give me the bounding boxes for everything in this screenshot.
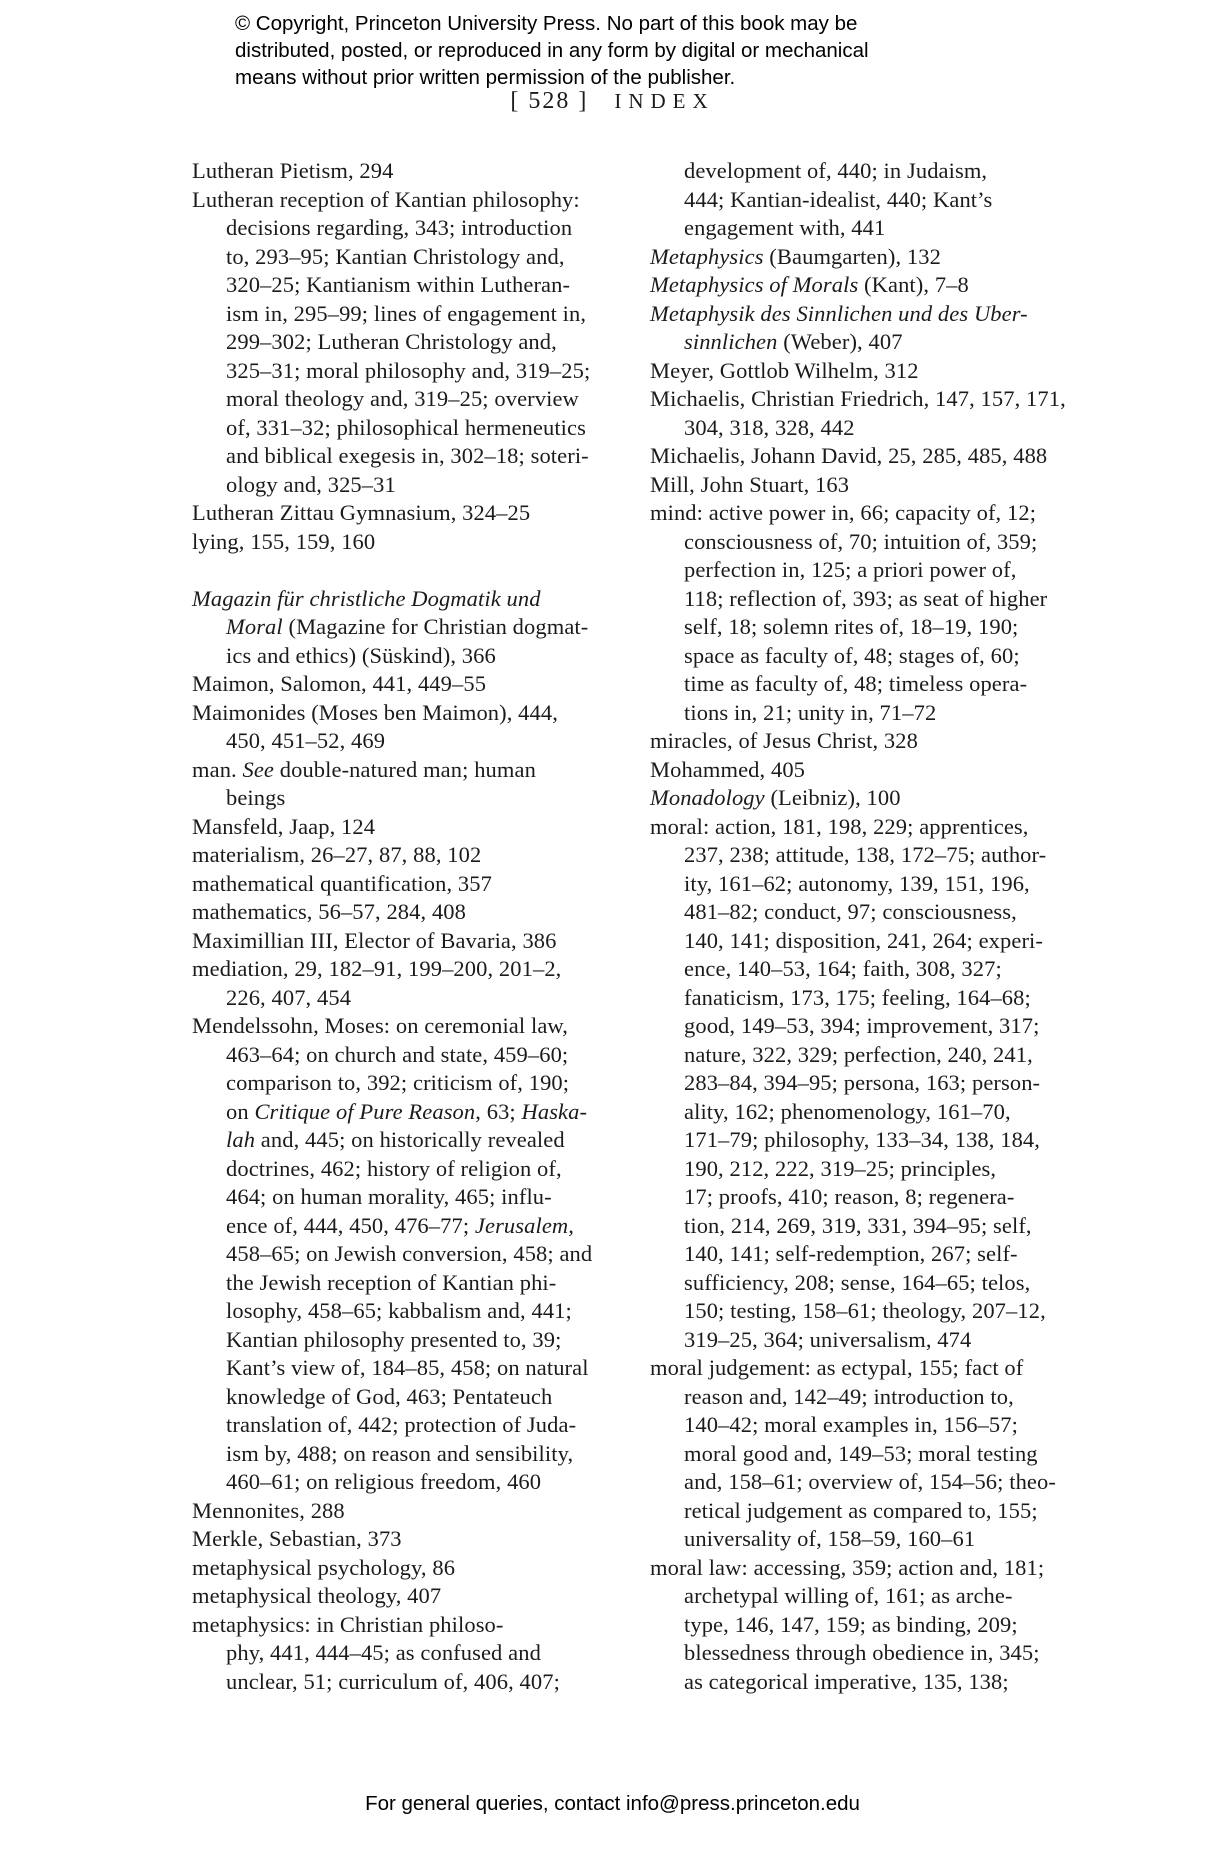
index-line	[192, 1041, 632, 1070]
index-line	[192, 357, 632, 386]
index-line	[192, 1183, 632, 1212]
text: Maximillian III, Elector of Bavaria, 386	[192, 927, 557, 953]
index-line	[650, 528, 1120, 557]
index-line	[192, 1098, 632, 1127]
index-line	[192, 585, 632, 614]
text: 481–82; conduct, 97; consciousness,	[684, 899, 1017, 924]
text: 463–64; on church and state, 459–60;	[226, 1041, 569, 1067]
index-entry	[650, 357, 1120, 386]
text: 140, 141; self-redemption, 267; self-	[684, 1241, 1018, 1266]
index-entry	[192, 670, 632, 699]
text: ence, 140–53, 164; faith, 308, 327;	[684, 956, 1002, 981]
text: 450, 451–52, 469	[226, 728, 386, 753]
index-entry	[650, 499, 1120, 727]
index-entry	[192, 756, 632, 813]
index-line	[650, 1468, 1120, 1497]
text: Maimon, Salomon, 441, 449–55	[192, 671, 487, 696]
index-entry	[650, 385, 1120, 442]
text: (Baumgarten), 132	[763, 243, 941, 269]
text: nature, 322, 329; perfection, 240, 241,	[684, 1041, 1033, 1067]
text: 140, 141; disposition, 241, 264; experi-	[684, 927, 1043, 953]
text: mathematical quantification, 357	[192, 870, 492, 896]
text: man.	[192, 756, 243, 782]
index-line	[192, 727, 632, 756]
text: mathematics, 56–57, 284, 408	[192, 899, 467, 924]
index-line	[192, 1668, 632, 1697]
text: ism by, 488; on reason and sensibility,	[226, 1440, 574, 1466]
index-line	[650, 357, 1120, 386]
text: translation of, 442; protection of Juda-	[226, 1412, 577, 1437]
text: to, 293–95; Kantian Christology and,	[226, 243, 565, 269]
index-line	[650, 1639, 1120, 1668]
index-line	[192, 984, 632, 1013]
text: Meyer, Gottlob Wilhelm, 312	[650, 357, 919, 383]
text: fanaticism, 173, 175; feeling, 164–68;	[684, 984, 1031, 1010]
italic-text: lah	[226, 1127, 256, 1152]
column-left	[192, 157, 632, 1696]
index-entry	[192, 870, 632, 899]
italic-text: Metaphysik des Sinnlichen und des Uber-	[650, 300, 1028, 326]
index-line	[650, 1354, 1120, 1383]
text: 226, 407, 454	[226, 984, 352, 1010]
text: on	[226, 1098, 255, 1124]
text: ism in, 295–99; lines of engagement in,	[226, 300, 587, 326]
index-line	[650, 243, 1120, 272]
index-line	[650, 1611, 1120, 1640]
text: knowledge of God, 463; Pentateuch	[226, 1383, 553, 1409]
text: 140–42; moral examples in, 156–57;	[684, 1412, 1018, 1437]
index-line	[192, 898, 632, 927]
italic-text: Monadology	[650, 785, 765, 810]
index-entry	[192, 1525, 632, 1554]
index-line	[192, 1383, 632, 1412]
index-line	[650, 271, 1120, 300]
index-line	[192, 243, 632, 272]
index-line	[650, 1098, 1120, 1127]
text: phy, 441, 444–45; as confused and	[226, 1640, 541, 1665]
copyright-line: © Copyright, Princeton University Press. No part of this book may be	[235, 12, 858, 35]
text: Mohammed, 405	[650, 756, 806, 782]
index-line	[650, 642, 1120, 671]
text: 444; Kantian-idealist, 440; Kant’s	[684, 186, 993, 212]
index-line	[192, 670, 632, 699]
index-line	[650, 1383, 1120, 1412]
index-line	[650, 214, 1120, 243]
index-line	[650, 670, 1120, 699]
index-line	[650, 556, 1120, 585]
index-line	[192, 1354, 632, 1383]
text: retical judgement as compared to, 155;	[684, 1497, 1038, 1523]
text: 320–25; Kantianism within Lutheran-	[226, 272, 571, 297]
text: Maimonides (Moses ben Maimon), 444,	[192, 699, 558, 725]
index-line	[192, 1155, 632, 1184]
index-entry	[650, 1354, 1120, 1554]
text: 304, 318, 328, 442	[684, 414, 855, 440]
index-entry	[650, 157, 1120, 243]
text: Michaelis, Christian Friedrich, 147, 157, 171,	[650, 386, 1066, 411]
text: Mill, John Stuart, 163	[650, 471, 850, 497]
text: 237, 238; attitude, 138, 172–75; author-	[684, 842, 1047, 867]
text: 150; testing, 158–61; theology, 207–12,	[684, 1298, 1046, 1323]
index-line	[192, 1012, 632, 1041]
index-line	[650, 385, 1120, 414]
text: Lutheran Zittau Gymnasium, 324–25	[192, 500, 531, 525]
index-line	[192, 499, 632, 528]
text: Mennonites, 288	[192, 1497, 345, 1523]
index-entry	[192, 1497, 632, 1526]
index-line	[650, 1440, 1120, 1469]
index-line	[650, 414, 1120, 443]
index-entry	[192, 157, 632, 186]
text: 118; reflection of, 393; as seat of higher	[684, 585, 1048, 611]
index-line	[192, 328, 632, 357]
text: decisions regarding, 343; introduction	[226, 215, 573, 240]
index-line	[650, 471, 1120, 500]
text: (Magazine for Christian dogmat-	[282, 614, 589, 639]
index-line	[192, 756, 632, 785]
index-line	[192, 1069, 632, 1098]
index-line	[192, 1326, 632, 1355]
text: (Leibniz), 100	[764, 785, 901, 810]
page-title: INDEX	[614, 89, 715, 113]
index-entry	[192, 841, 632, 870]
text: the Jewish reception of Kantian phi-	[226, 1269, 557, 1295]
text: tions in, 21; unity in, 71–72	[684, 699, 937, 725]
index-line	[192, 642, 632, 671]
index-line	[192, 927, 632, 956]
index-line	[650, 1525, 1120, 1554]
text: blessedness through obedience in, 345;	[684, 1640, 1040, 1665]
index-line	[650, 157, 1120, 186]
italic-text: Critique of Pure Reason	[254, 1098, 476, 1124]
index-line	[192, 471, 632, 500]
index-line	[192, 955, 632, 984]
index-line	[192, 414, 632, 443]
index-line	[192, 1554, 632, 1583]
index-entry	[192, 1012, 632, 1497]
text: moral theology and, 319–25; overview	[226, 386, 579, 411]
page-number: [ 528 ]	[510, 88, 589, 114]
index-line	[650, 813, 1120, 842]
text: Merkle, Sebastian, 373	[192, 1526, 402, 1551]
index-line	[650, 870, 1120, 899]
text: Lutheran Pietism, 294	[192, 158, 394, 183]
text: doctrines, 462; history of religion of,	[226, 1155, 562, 1181]
index-line	[192, 784, 632, 813]
text: 17; proofs, 410; reason, 8; regenera-	[684, 1184, 1015, 1209]
index-line	[650, 927, 1120, 956]
text: time as faculty of, 48; timeless opera-	[684, 671, 1028, 696]
index-entry	[650, 300, 1120, 357]
index-entry	[650, 756, 1120, 785]
index-line	[650, 328, 1120, 357]
text: Kant’s view of, 184–85, 458; on natural	[226, 1355, 589, 1380]
text: (Weber), 407	[777, 329, 903, 354]
text: comparison to, 392; criticism of, 190;	[226, 1070, 570, 1095]
text: tion, 214, 269, 319, 331, 394–95; self,	[684, 1212, 1032, 1238]
index-line	[650, 1411, 1120, 1440]
index-line	[192, 186, 632, 215]
text: , 63;	[475, 1098, 522, 1124]
index-line	[650, 1297, 1120, 1326]
index-line	[192, 157, 632, 186]
index-entry	[650, 784, 1120, 813]
index-line	[650, 1668, 1120, 1697]
index-line	[650, 300, 1120, 329]
index-entry	[192, 1554, 632, 1583]
italic-text: sinnlichen	[684, 329, 778, 354]
index-line	[650, 186, 1120, 215]
index-line	[192, 300, 632, 329]
index-line	[650, 499, 1120, 528]
index-line	[650, 699, 1120, 728]
index-entry	[650, 727, 1120, 756]
index-line	[650, 1326, 1120, 1355]
text: 319–25, 364; universalism, 474	[684, 1326, 972, 1352]
italic-text: Haska-	[521, 1098, 588, 1124]
index-line	[192, 1411, 632, 1440]
index-entry	[650, 442, 1120, 471]
index-line	[650, 1041, 1120, 1070]
index-line	[192, 528, 632, 557]
text: perfection in, 125; a priori power of,	[684, 557, 1017, 582]
text: 464; on human morality, 465; influ-	[226, 1184, 552, 1209]
index-entry	[650, 243, 1120, 272]
index-line	[650, 955, 1120, 984]
copyright-line: means without prior written permission of the publisher.	[235, 66, 736, 89]
text: and biblical exegesis in, 302–18; soteri-	[226, 443, 589, 468]
text: sufficiency, 208; sense, 164–65; telos,	[684, 1269, 1031, 1295]
index-line	[192, 870, 632, 899]
text: ity, 161–62; autonomy, 139, 151, 196,	[684, 870, 1030, 896]
index-line	[192, 442, 632, 471]
italic-text: Jerusalem,	[474, 1212, 575, 1238]
text: 299–302; Lutheran Christology and,	[226, 329, 557, 354]
index-entry	[192, 528, 632, 557]
text: mind: active power in, 66; capacity of, 12;	[650, 500, 1037, 525]
index-line	[650, 1497, 1120, 1526]
text: Mansfeld, Jaap, 124	[192, 813, 376, 839]
text: (Kant), 7–8	[858, 272, 969, 297]
index-line	[192, 1611, 632, 1640]
index-line	[192, 1240, 632, 1269]
index-line	[192, 1440, 632, 1469]
index-line	[650, 1212, 1120, 1241]
footer-contact: For general queries, contact info@press.princeton.edu	[365, 1792, 860, 1815]
index-line	[650, 442, 1120, 471]
index-entry	[650, 271, 1120, 300]
index-line	[650, 1069, 1120, 1098]
copyright-line: distributed, posted, or reproduced in any form by digital or mechanical	[235, 39, 869, 62]
text: 325–31; moral philosophy and, 319–25;	[226, 357, 591, 383]
text: reason and, 142–49; introduction to,	[684, 1383, 1014, 1409]
index-entry	[192, 1611, 632, 1697]
text: development of, 440; in Judaism,	[684, 158, 988, 183]
text: metaphysical theology, 407	[192, 1583, 442, 1608]
text: moral: action, 181, 198, 229; apprentices,	[650, 813, 1029, 839]
index-line	[650, 727, 1120, 756]
index-entry	[192, 699, 632, 756]
index-entry	[192, 499, 632, 528]
text: unclear, 51; curriculum of, 406, 407;	[226, 1668, 560, 1694]
italic-text: Metaphysics	[650, 243, 764, 269]
text: metaphysics: in Christian philoso-	[192, 1611, 504, 1637]
index-line	[650, 1155, 1120, 1184]
text: metaphysical psychology, 86	[192, 1554, 456, 1580]
text: Michaelis, Johann David, 25, 285, 485, 488	[650, 443, 1048, 468]
text: universality of, 158–59, 160–61	[684, 1526, 976, 1551]
text: self, 18; solemn rites of, 18–19, 190;	[684, 614, 1019, 639]
text: Kantian philosophy presented to, 39;	[226, 1326, 562, 1352]
index-line	[650, 585, 1120, 614]
index-line	[192, 214, 632, 243]
entry-gap	[192, 556, 632, 585]
italic-text: Magazin für christliche Dogmatik und	[192, 585, 541, 611]
text: moral good and, 149–53; moral testing	[684, 1440, 1038, 1466]
index-line	[192, 1126, 632, 1155]
index-line	[650, 784, 1120, 813]
index-line	[650, 898, 1120, 927]
index-line	[192, 1497, 632, 1526]
index-entry	[192, 1582, 632, 1611]
text: Lutheran reception of Kantian philosophy:	[192, 186, 580, 212]
italic-text: Metaphysics of Morals	[650, 272, 859, 297]
index-line	[192, 385, 632, 414]
index-line	[192, 699, 632, 728]
text: ics and ethics) (Süskind), 366	[226, 642, 496, 668]
index-line	[192, 1582, 632, 1611]
index-line	[650, 1554, 1120, 1583]
index-entry	[650, 813, 1120, 1355]
index-entry	[650, 471, 1120, 500]
index-line	[192, 1525, 632, 1554]
text: losophy, 458–65; kabbalism and, 441;	[226, 1298, 572, 1323]
text: double-natured man; human	[274, 756, 536, 782]
index-line	[650, 1012, 1120, 1041]
text: space as faculty of, 48; stages of, 60;	[684, 642, 1020, 668]
text: and, 445; on historically revealed	[255, 1127, 565, 1152]
text: miracles, of Jesus Christ, 328	[650, 728, 918, 753]
text: 171–79; philosophy, 133–34, 138, 184,	[684, 1127, 1040, 1152]
text: consciousness of, 70; intuition of, 359;	[684, 528, 1038, 554]
text: of, 331–32; philosophical hermeneutics	[226, 414, 586, 440]
text: ality, 162; phenomenology, 161–70,	[684, 1098, 1011, 1124]
text: beings	[226, 785, 286, 810]
text: 283–84, 394–95; persona, 163; person-	[684, 1070, 1041, 1095]
text: 190, 212, 222, 319–25; principles,	[684, 1155, 997, 1181]
text: as categorical imperative, 135, 138;	[684, 1668, 1009, 1694]
index-line	[650, 1183, 1120, 1212]
index-line	[192, 1468, 632, 1497]
index-line	[650, 756, 1120, 785]
page-header	[0, 88, 1225, 115]
text: lying, 155, 159, 160	[192, 528, 376, 554]
text: mediation, 29, 182–91, 199–200, 201–2,	[192, 956, 562, 981]
index-line	[192, 271, 632, 300]
italic-text: See	[242, 756, 275, 782]
index-entry	[192, 898, 632, 927]
text: and, 158–61; overview of, 154–56; theo-	[684, 1469, 1056, 1494]
column-right	[650, 157, 1120, 1696]
index-line	[650, 1582, 1120, 1611]
text: moral law: accessing, 359; action and, 181;	[650, 1554, 1045, 1580]
text: archetypal willing of, 161; as arche-	[684, 1583, 1013, 1608]
index-line	[192, 813, 632, 842]
text: materialism, 26–27, 87, 88, 102	[192, 842, 482, 867]
index-entry	[192, 556, 632, 670]
index-entry	[192, 813, 632, 842]
index-line	[650, 1269, 1120, 1298]
index-line	[650, 841, 1120, 870]
index-entry	[650, 1554, 1120, 1697]
index-line	[192, 841, 632, 870]
index-line	[650, 1240, 1120, 1269]
index-entry	[192, 927, 632, 956]
copyright-notice	[235, 10, 869, 91]
text: good, 149–53, 394; improvement, 317;	[684, 1013, 1040, 1038]
text: ence of, 444, 450, 476–77;	[226, 1212, 475, 1238]
italic-text: Moral	[226, 614, 283, 639]
text: 460–61; on religious freedom, 460	[226, 1469, 542, 1494]
text: ology and, 325–31	[226, 471, 396, 497]
index-line	[650, 613, 1120, 642]
index-line	[650, 1126, 1120, 1155]
index-entry	[192, 955, 632, 1012]
index-line	[192, 613, 632, 642]
text: type, 146, 147, 159; as binding, 209;	[684, 1611, 1018, 1637]
index-line	[650, 984, 1120, 1013]
index-line	[192, 1297, 632, 1326]
text: Mendelssohn, Moses: on ceremonial law,	[192, 1013, 569, 1038]
text: moral judgement: as ectypal, 155; fact of	[650, 1355, 1024, 1380]
index-line	[192, 1269, 632, 1298]
text: engagement with, 441	[684, 215, 886, 240]
text: 458–65; on Jewish conversion, 458; and	[226, 1241, 593, 1266]
index-line	[192, 1639, 632, 1668]
index-entry	[192, 186, 632, 500]
index-line	[192, 1212, 632, 1241]
